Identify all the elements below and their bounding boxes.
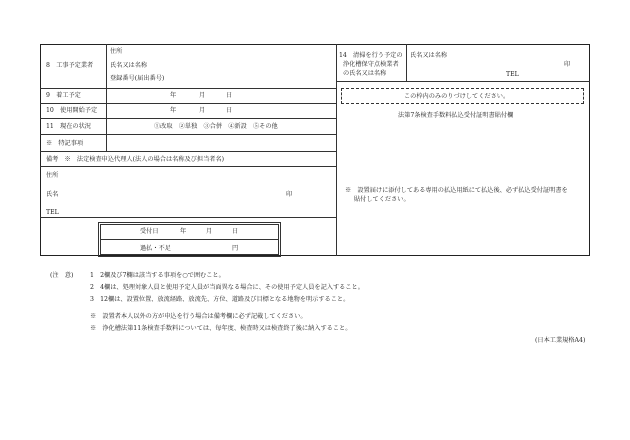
paper-standard: (日本工業規格A4) [535, 337, 586, 344]
receipt-month: 月 [206, 228, 213, 235]
row-line-special [40, 151, 336, 152]
item9-day: 日 [226, 92, 233, 99]
row-line-11 [40, 134, 336, 135]
receipt-year: 年 [180, 228, 187, 235]
receipt-overpay-label: 過払・不足 [140, 245, 171, 252]
row-line-10 [40, 118, 336, 119]
item9-label: 9 着工予定 [46, 92, 81, 99]
right-notice-1: ※ 設置届けに添付してある専用の払込用紙にて払込後、必ず払込受付証明書を [345, 187, 568, 194]
note-3: 3 12欄は、設置位置、放流経路、放流先、方位、道路及び目標となる地物を明示すること。 [90, 296, 350, 303]
item9-month: 月 [199, 92, 206, 99]
center-divider [336, 44, 337, 256]
item11-options: ①改取 ②単独 ③合併 ④新設 ⑤その他 [154, 123, 278, 130]
paste-area-note: この枠内のみのりづけしてください。 [404, 93, 510, 100]
item10-day: 日 [226, 107, 233, 114]
remarks-name: 氏名 [46, 191, 59, 198]
item9-year: 年 [170, 92, 177, 99]
item14-label-1: 14 清掃を行う予定の [339, 52, 403, 59]
receipt-day: 日 [232, 228, 239, 235]
note-1: 1 2欄及び7欄は該当する事項を○で囲むこと。 [90, 272, 225, 279]
item14-label-divider [406, 44, 407, 81]
item14-label-2: 浄化槽保守点検業者 [343, 61, 399, 68]
remarks-address: 住所 [46, 172, 59, 179]
note-5: ※ 浄化槽法第11条検査手数料については、毎年度、検査時又は検査終了後に納入すること。 [90, 325, 352, 332]
note-4: ※ 設置者本人以外の方が申込を行う場合は備考欄に必ず記載してください。 [90, 313, 307, 320]
item14-label-3: の氏名又は名称 [343, 70, 387, 77]
row-line-9 [40, 103, 336, 104]
item10-label: 10 使用開始予定 [46, 107, 98, 114]
item8-reg: 登録番号(届出番号) [110, 75, 165, 82]
item8-address: 住所 [110, 48, 123, 55]
remarks-bottom-line [40, 217, 336, 218]
item11-label: 11 現在の状況 [46, 123, 91, 130]
item14-name: 氏名又は名称 [410, 52, 448, 59]
remarks-tel: TEL [46, 209, 59, 216]
paste-area-label: 法第7条検査手数料払込受付証明書貼付欄 [398, 112, 514, 119]
receipt-mid-line [100, 239, 279, 240]
remarks-label: 備考 ※ 法定検査申込代理人(法人の場合は名称及び担当者名) [46, 156, 225, 163]
label-column-divider [106, 44, 107, 151]
remarks-line [40, 166, 336, 167]
item14-tel: TEL [506, 71, 519, 78]
item8-name: 氏名又は名称 [110, 62, 148, 69]
notes-head: (注 意) [50, 272, 74, 279]
item10-month: 月 [199, 107, 206, 114]
row-line-8 [40, 88, 336, 89]
receipt-yen: 円 [232, 245, 239, 252]
item10-year: 年 [170, 107, 177, 114]
receipt-date-label: 受付日 [140, 228, 159, 235]
special-label: ※ 特記事項 [46, 140, 84, 147]
note-2: 2 4欄は、処理対象人員と使用予定人員が当面異なる場合に、その使用予定人員を記入すること。 [90, 284, 364, 291]
item8-label: 8 工事予定業者 [46, 62, 94, 69]
item14-bottom-line [336, 81, 590, 82]
remarks-seal: 印 [286, 191, 293, 198]
right-notice-2: 貼付してください。 [354, 196, 410, 203]
item14-seal: 印 [564, 61, 571, 68]
